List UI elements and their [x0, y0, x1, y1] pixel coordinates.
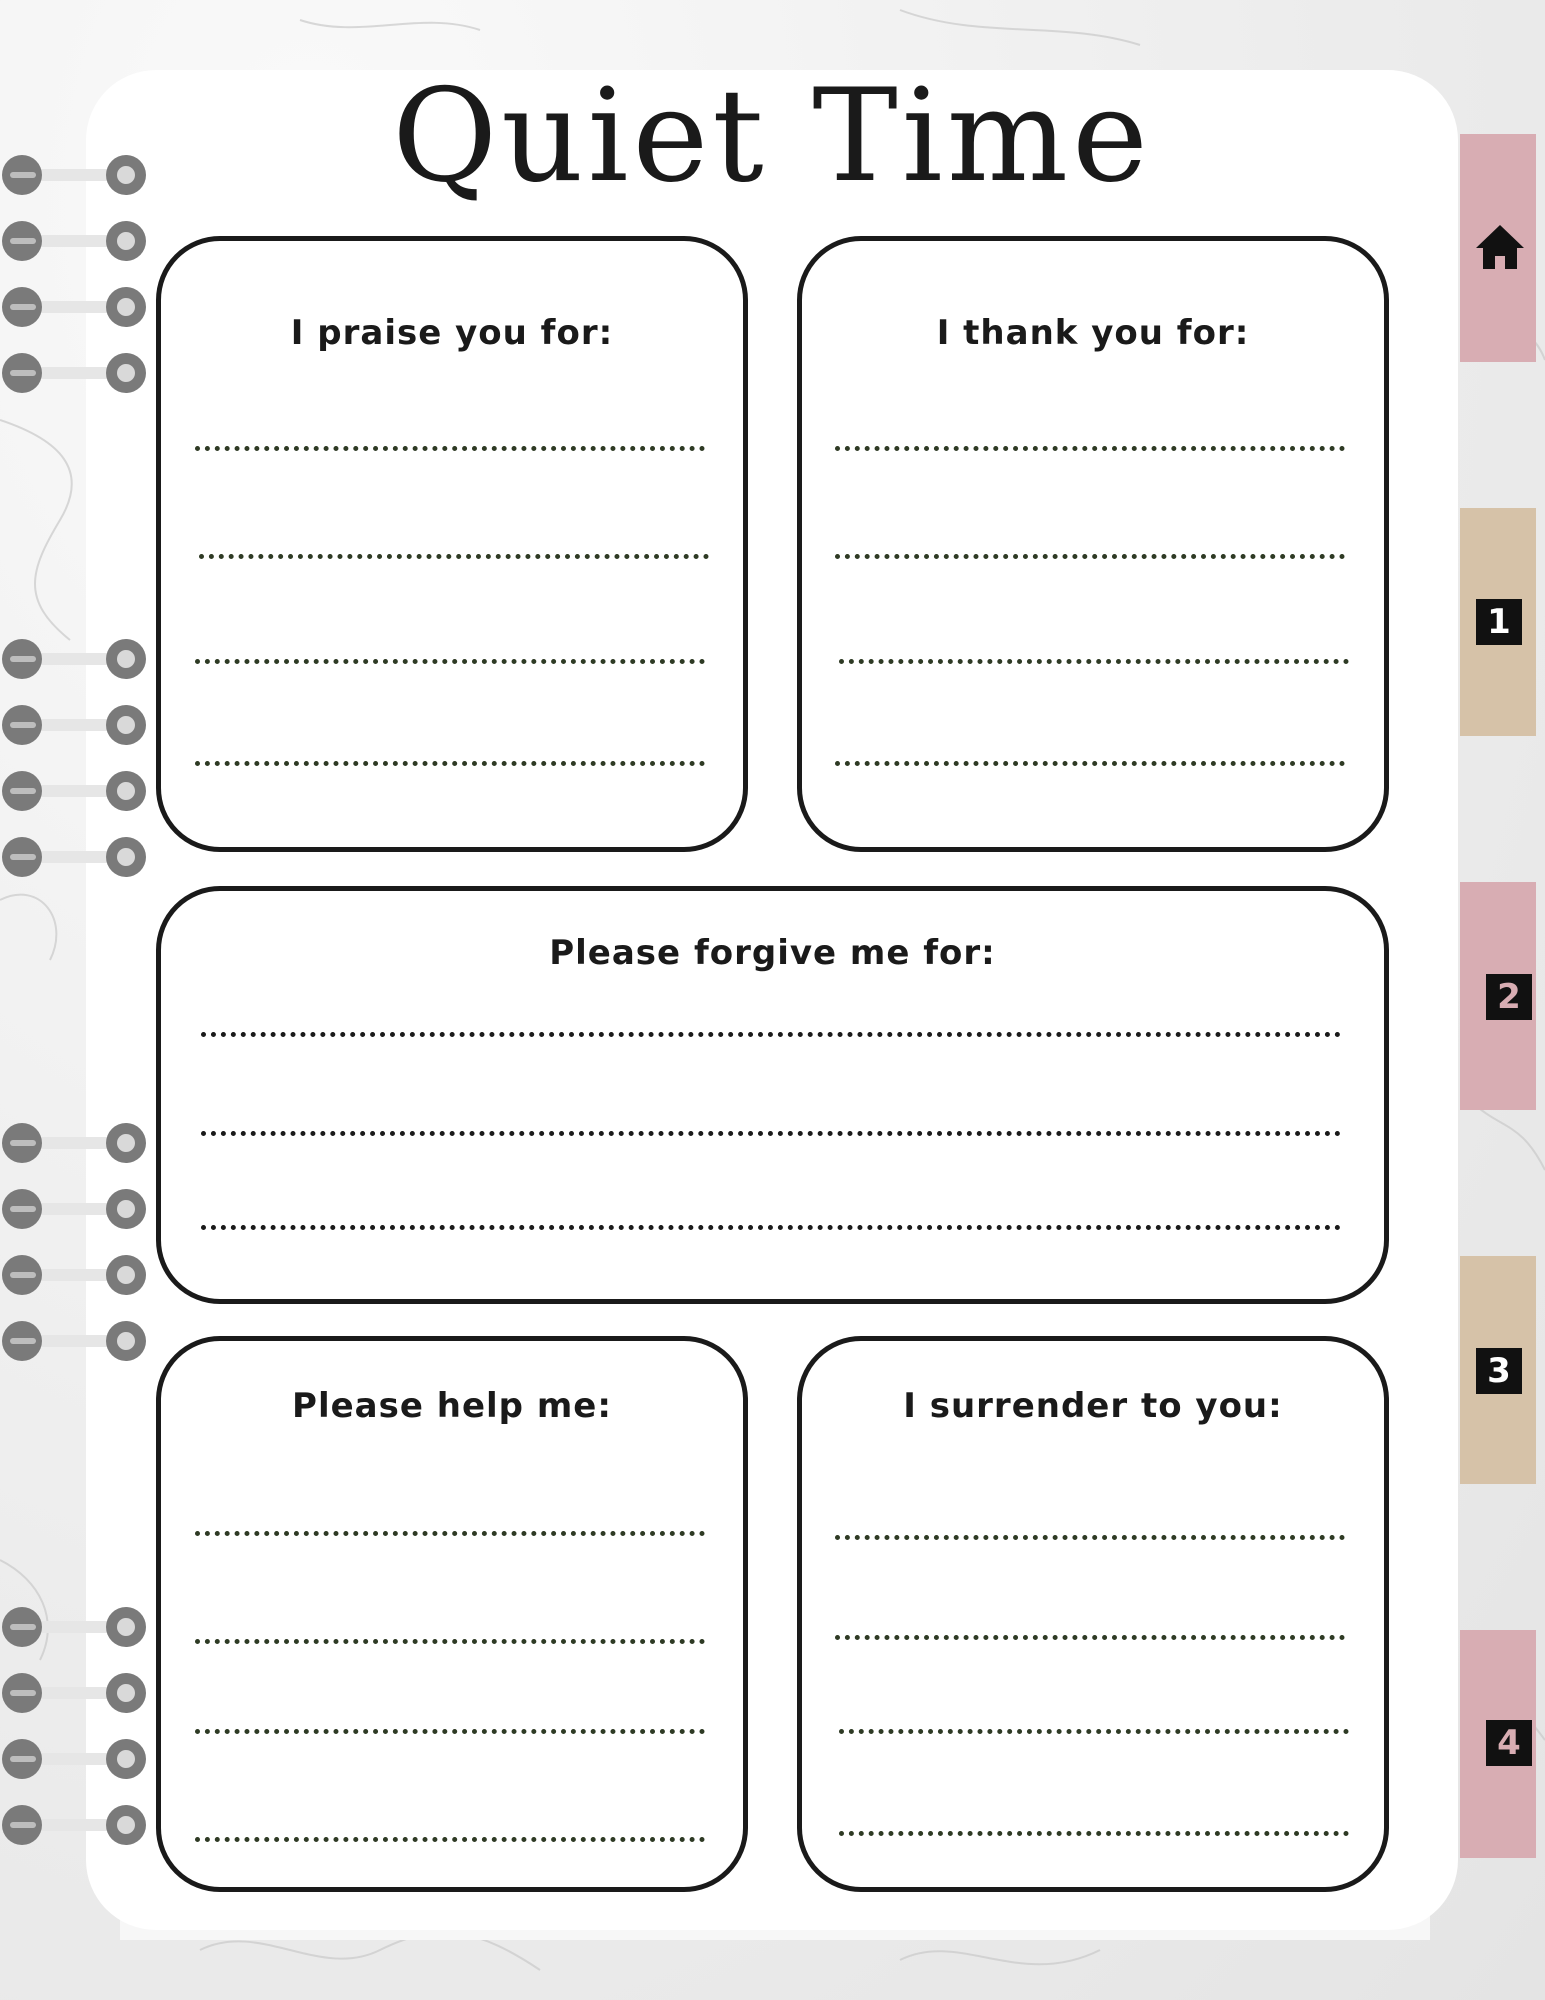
tab-1[interactable] [1460, 508, 1536, 736]
forgive-label: Please forgive me for: [549, 933, 996, 973]
tab-number-3: 3 [1476, 1348, 1522, 1394]
ring-icon [0, 1736, 150, 1782]
surrender-line[interactable] [835, 1635, 1345, 1640]
praise-label: I praise you for: [290, 313, 614, 353]
ring-icon [0, 284, 150, 330]
praise-box [156, 236, 748, 852]
tab-4[interactable] [1460, 1630, 1536, 1858]
forgive-line[interactable] [201, 1131, 1341, 1136]
tab-number-2: 2 [1486, 974, 1532, 1020]
ring-icon [0, 702, 150, 748]
forgive-line[interactable] [201, 1032, 1341, 1037]
tab-number-4: 4 [1486, 1720, 1532, 1766]
surrender-line[interactable] [835, 1535, 1345, 1540]
help-line[interactable] [195, 1729, 705, 1734]
surrender-line[interactable] [839, 1729, 1349, 1734]
surrender-box [797, 1336, 1389, 1892]
thank-line[interactable] [835, 554, 1345, 559]
ring-icon [0, 834, 150, 880]
help-label: Please help me: [292, 1386, 612, 1426]
thank-label: I thank you for: [936, 313, 1250, 353]
tab-2[interactable] [1460, 882, 1536, 1110]
thank-line[interactable] [835, 446, 1345, 451]
home-icon [1474, 222, 1526, 272]
praise-line[interactable] [199, 554, 709, 559]
praise-line[interactable] [195, 446, 705, 451]
praise-line[interactable] [195, 761, 705, 766]
tab-number-1: 1 [1476, 599, 1522, 645]
ring-icon [0, 1670, 150, 1716]
ring-icon [0, 636, 150, 682]
ring-icon [0, 1318, 150, 1364]
ring-icon [0, 1252, 150, 1298]
page-title: Quiet Time [392, 62, 1152, 211]
surrender-label: I surrender to you: [903, 1386, 1283, 1426]
tab-home[interactable] [1460, 134, 1536, 362]
help-box [156, 1336, 748, 1892]
ring-icon [0, 1604, 150, 1650]
forgive-box [156, 886, 1389, 1304]
ring-icon [0, 1802, 150, 1848]
ring-icon [0, 1186, 150, 1232]
ring-icon [0, 1120, 150, 1166]
thank-box [797, 236, 1389, 852]
ring-icon [0, 768, 150, 814]
thank-line[interactable] [835, 761, 1345, 766]
help-line[interactable] [195, 1639, 705, 1644]
ring-icon [0, 350, 150, 396]
praise-line[interactable] [195, 659, 705, 664]
thank-line[interactable] [839, 659, 1349, 664]
ring-icon [0, 218, 150, 264]
help-line[interactable] [195, 1531, 705, 1536]
tab-3[interactable] [1460, 1256, 1536, 1484]
help-line[interactable] [195, 1837, 705, 1842]
surrender-line[interactable] [839, 1831, 1349, 1836]
forgive-line[interactable] [201, 1225, 1341, 1230]
